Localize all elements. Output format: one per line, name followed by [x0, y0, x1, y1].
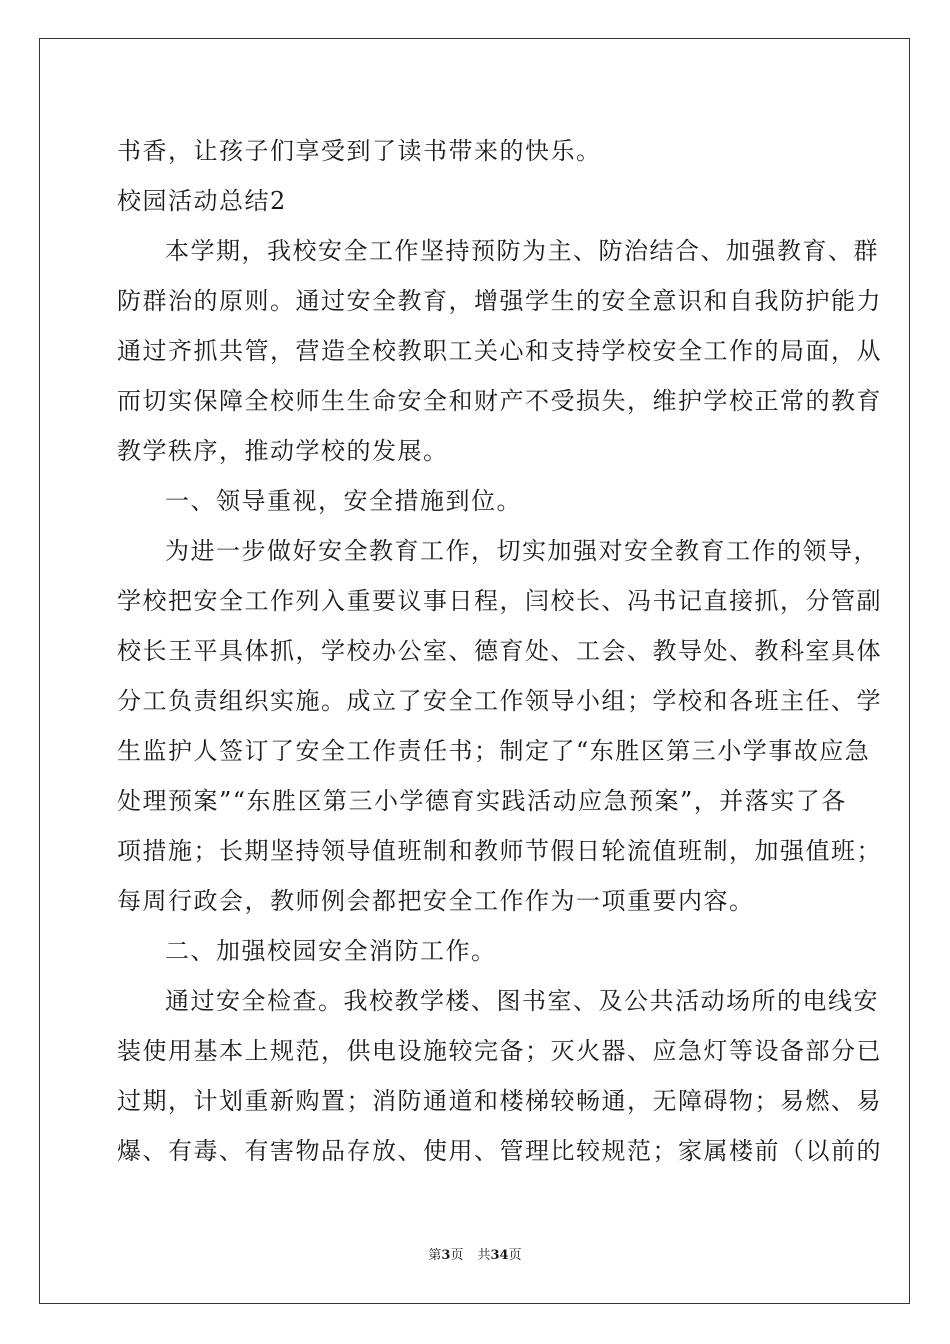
- paragraph-line: 教学秩序，推动学校的发展。: [117, 437, 449, 465]
- paragraph-line: 项措施；长期坚持领导值班制和教师节假日轮流值班制，加强值班；: [117, 837, 882, 865]
- page-mid: 页: [450, 1248, 464, 1263]
- paragraph-line: 校长王平具体抓，学校办公室、德育处、工会、教导处、教科室具体: [117, 637, 882, 665]
- paragraph-line: 为进一步做好安全教育工作，切实加强对安全教育工作的领导，: [165, 537, 879, 565]
- paragraph-line: 书香，让孩子们享受到了读书带来的快乐。: [117, 137, 602, 165]
- paragraph-line: 通过齐抓共管，营造全校教职工关心和支持学校安全工作的局面，从: [117, 337, 882, 365]
- total-prefix: 共: [477, 1248, 491, 1263]
- page-prefix: 第: [428, 1248, 442, 1263]
- page-current: 3: [441, 1248, 451, 1263]
- paragraph-line: 分工负责组织实施。成立了安全工作领导小组；学校和各班主任、学: [117, 687, 882, 715]
- paragraph-line: 而切实保障全校师生生命安全和财产不受损失，维护学校正常的教育: [117, 387, 882, 415]
- paragraph-line: 生监护人签订了安全工作责任书；制定了“东胜区第三小学事故应急: [117, 737, 871, 765]
- paragraph-line: 学校把安全工作列入重要议事日程，闫校长、冯书记直接抓，分管副: [117, 587, 882, 615]
- paragraph-line: 每周行政会，教师例会都把安全工作作为一项重要内容。: [117, 887, 755, 915]
- paragraph-line: 处理预案”“东胜区第三小学德育实践活动应急预案”，并落实了各: [117, 787, 847, 815]
- paragraph-line: 爆、有毒、有害物品存放、使用、管理比较规范；家属楼前（以前的: [117, 1137, 882, 1165]
- paragraph-line: 本学期，我校安全工作坚持预防为主、防治结合、加强教育、群: [165, 237, 879, 265]
- paragraph-line: 过期，计划重新购置；消防通道和楼梯较畅通，无障碍物；易燃、易: [117, 1087, 882, 1115]
- page-total: 34: [490, 1248, 509, 1263]
- page-footer: [0, 1247, 950, 1265]
- section-heading: 校园活动总结2: [117, 187, 287, 215]
- paragraph-line: 防群治的原则。通过安全教育，增强学生的安全意识和自我防护能力: [117, 287, 882, 315]
- paragraph-line: 装使用基本上规范，供电设施较完备；灭火器、应急灯等设备部分已: [117, 1037, 882, 1065]
- total-suffix: 页: [508, 1248, 522, 1263]
- subsection-heading: 二、加强校园安全消防工作。: [165, 937, 497, 965]
- subsection-heading: 一、领导重视，安全措施到位。: [165, 487, 522, 515]
- paragraph-line: 通过安全检查。我校教学楼、图书室、及公共活动场所的电线安: [165, 987, 879, 1015]
